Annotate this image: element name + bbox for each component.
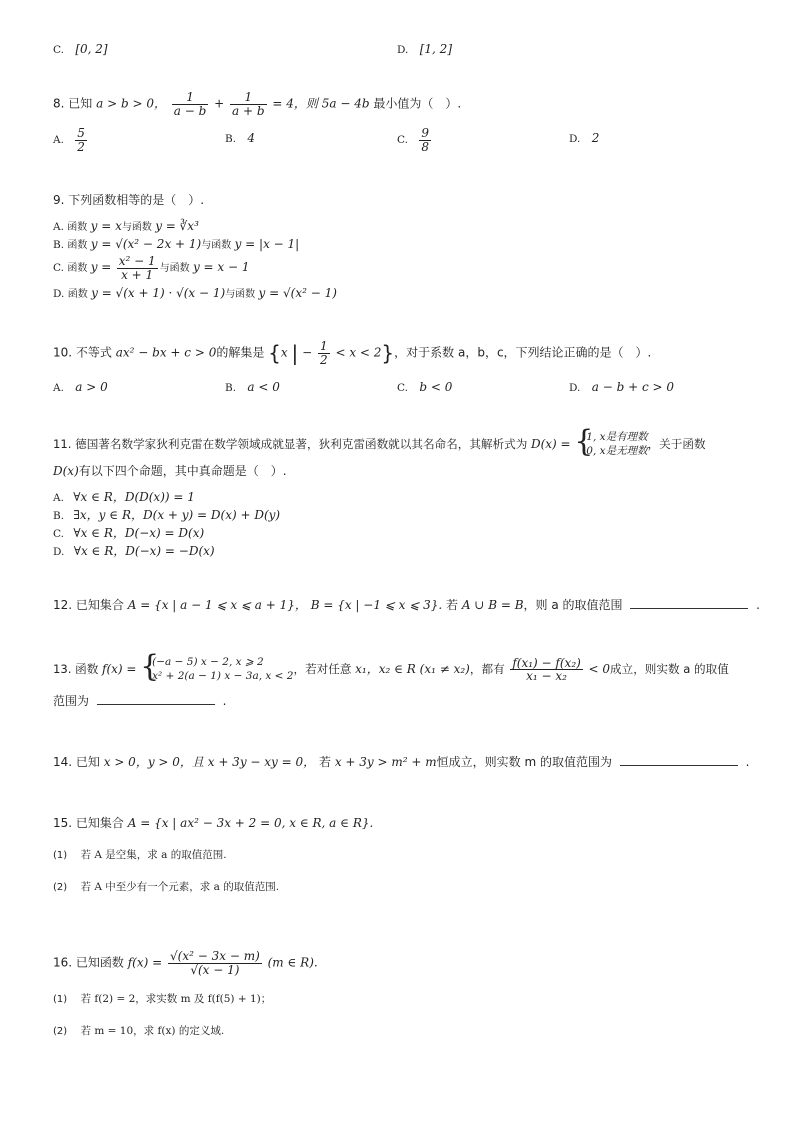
fraction <box>168 950 262 976</box>
option-key: D. <box>53 288 65 300</box>
question-11-stem <box>53 424 706 459</box>
option-key: C. <box>53 262 64 275</box>
subquestion-1 <box>53 849 227 862</box>
stem-text: 13. 函数 <box>53 662 99 677</box>
option-b <box>53 237 299 252</box>
stem-text: 成立，则实数 a 的取值 <box>610 662 729 677</box>
numerator: f(x₁) − f(x₂) <box>512 655 581 670</box>
math-expr: < x < 2 <box>335 345 382 360</box>
stem-text: 16. 已知函数 <box>53 955 124 970</box>
math-expr: A ∪ B = B <box>461 598 524 612</box>
numerator: 1 <box>230 91 267 105</box>
operator: + <box>214 96 225 111</box>
math-expr: x₁，x₂ ∈ R (x₁ ≠ x₂) <box>355 662 470 677</box>
math-expr: a > b > 0， <box>96 96 166 111</box>
option-key: C. <box>397 382 408 394</box>
set-bar: | <box>291 341 299 366</box>
math-expr: ax² − bx + c > 0 <box>115 345 217 360</box>
question-13-stem-line2 <box>53 694 227 708</box>
option-value: a > 0 <box>75 380 108 394</box>
subquestion-number: (1) <box>53 850 68 861</box>
option-value: b < 0 <box>419 380 453 394</box>
stem-text: 若 <box>318 755 331 769</box>
question-13-stem <box>53 649 729 684</box>
question-14-stem <box>53 755 749 769</box>
option-value: a − b + c > 0 <box>591 380 674 394</box>
stem-text: 10. 不等式 <box>53 345 112 360</box>
option-a <box>53 380 108 395</box>
math-expr: y = <box>90 260 112 275</box>
case-line: 1, x是有理数 <box>586 431 648 443</box>
option-a <box>53 219 199 234</box>
option-b <box>225 131 255 146</box>
case-line: 0, x是无理数 <box>586 444 648 457</box>
denominator: 8 <box>421 139 429 154</box>
denominator: x₁ − x₂ <box>526 669 567 684</box>
option-value: ∀x ∈ R，D(−x) = D(x) <box>73 526 205 540</box>
denominator: a − b <box>173 103 207 118</box>
option-key: A. <box>53 221 64 233</box>
stem-text: . <box>756 598 760 612</box>
option-key: D. <box>569 382 581 394</box>
math-expr: y = √(x² − 1) <box>258 286 337 300</box>
option-key: D. <box>569 133 581 145</box>
math-expr: D(x) <box>53 464 79 478</box>
fraction <box>419 127 431 153</box>
math-expr: D(x) = <box>530 437 571 452</box>
subquestion-number: (1) <box>53 994 68 1005</box>
option-c <box>53 42 108 57</box>
option-c <box>53 255 250 281</box>
option-key: D. <box>53 546 65 558</box>
math-expr: y = √(x² − 2x + 1) <box>90 237 202 251</box>
math-expr: x > 0，y > 0，且 x + 3y − xy = 0， <box>103 755 316 769</box>
stem-text: . <box>222 694 227 708</box>
subquestion-2 <box>53 881 279 894</box>
math-expr: x + 3y > m² + m <box>334 755 437 769</box>
option-b <box>53 508 280 523</box>
denominator: 2 <box>77 139 85 154</box>
math-expr: B = {x | −1 ⩽ x ⩽ 3}. <box>310 598 443 612</box>
stem-text: ，关于函数 <box>647 437 706 452</box>
question-number: 8. <box>53 96 65 111</box>
stem-text: 已知 <box>68 96 93 111</box>
question-9-stem: 9. 下列函数相等的是（ ）. <box>53 193 205 207</box>
math-expr: < 0 <box>588 662 611 677</box>
subquestion-text: 若 m = 10，求 f(x) 的定义域. <box>80 1025 225 1037</box>
question-11-stem-line2 <box>53 464 287 478</box>
stem-text: 最小值为（ ）. <box>373 96 462 111</box>
subquestion-number: (2) <box>53 1026 68 1037</box>
denominator: a + b <box>232 103 265 118</box>
option-b <box>225 380 280 395</box>
option-value: [1, 2] <box>419 42 452 56</box>
option-value: 4 <box>247 131 256 145</box>
answer-blank[interactable] <box>630 598 748 609</box>
right-brace: } <box>381 341 395 366</box>
option-c <box>53 526 204 541</box>
option-text: 与函数 <box>201 240 232 251</box>
subquestion-1 <box>53 993 271 1006</box>
case-line: (−a − 5) x − 2, x ⩾ 2 <box>152 656 264 668</box>
option-key: B. <box>53 510 65 522</box>
denominator: x + 1 <box>121 267 154 282</box>
numerator: 1 <box>319 339 328 353</box>
math-expr: A = {x | a − 1 ⩽ x ⩽ a + 1}， <box>127 598 307 612</box>
stem-text: 14. 已知 <box>53 755 100 769</box>
option-key: C. <box>53 528 64 540</box>
option-text: 与函数 <box>121 222 152 233</box>
math-expr: 5a − 4b <box>321 96 370 111</box>
option-a <box>53 127 89 153</box>
fraction <box>230 91 267 117</box>
option-d <box>397 42 452 57</box>
left-brace: { <box>574 424 594 459</box>
option-text: 函数 <box>67 240 88 251</box>
option-key: C. <box>53 44 64 56</box>
option-value: ∀x ∈ R，D(D(x)) = 1 <box>73 490 195 504</box>
stem-text: ，则 a 的取值范围 <box>523 598 623 612</box>
piecewise <box>574 424 648 459</box>
math-expr: y = x − 1 <box>192 260 250 275</box>
question-8-stem <box>53 91 461 117</box>
option-value: 2 <box>591 131 600 145</box>
subquestion-number: (2) <box>53 882 68 893</box>
math-expr: (m ∈ R). <box>267 955 318 970</box>
option-value: [0, 2] <box>75 42 108 56</box>
option-value: ∃x，y ∈ R，D(x + y) = D(x) + D(y) <box>73 508 281 522</box>
option-text: 函数 <box>67 289 88 300</box>
option-key: A. <box>53 134 64 147</box>
numerator: √(x² − 3x − m) <box>170 949 260 963</box>
stem-text: 的解集是 <box>216 345 265 360</box>
math-expr: x <box>280 345 288 360</box>
math-expr: − <box>302 345 313 360</box>
math-expr: f(x) = <box>127 955 163 970</box>
stem-text: 范围为 <box>53 694 90 708</box>
stem-text: 恒成立，则实数 m 的取值范围为 <box>436 755 612 769</box>
subquestion-text: 若 A 中至少有一个元素，求 a 的取值范围. <box>80 881 280 893</box>
numerator: 5 <box>77 126 85 140</box>
option-key: B. <box>225 382 237 394</box>
denominator: 2 <box>319 352 328 367</box>
option-key: B. <box>225 133 237 145</box>
left-brace: { <box>268 341 281 366</box>
stem-text: 15. 已知集合 <box>53 816 124 830</box>
option-d <box>569 380 674 395</box>
piecewise <box>140 649 294 684</box>
question-12-stem <box>53 598 760 612</box>
denominator: √(x − 1) <box>190 962 240 977</box>
stem-text: ，若对任意 <box>293 662 352 677</box>
subquestion-text: 若 A 是空集，求 a 的取值范围. <box>80 849 227 861</box>
option-key: D. <box>397 44 409 56</box>
option-key: C. <box>397 134 408 147</box>
question-16-stem <box>53 950 318 976</box>
case-line: x² + 2(a − 1) x − 3a, x < 2 <box>152 669 294 682</box>
option-text: 与函数 <box>225 289 256 300</box>
numerator: 1 <box>172 91 209 105</box>
option-d <box>53 286 337 301</box>
math-expr: y = ∛x³ <box>155 219 199 233</box>
numerator: 9 <box>421 126 429 140</box>
math-expr: y = x <box>90 219 122 233</box>
option-key: A. <box>53 492 64 504</box>
math-expr: = 4，则 <box>272 96 318 111</box>
stem-text: 有以下四个命题，其中真命题是（ ）. <box>78 464 287 478</box>
question-10-stem <box>53 340 651 366</box>
fraction <box>318 340 330 366</box>
option-value: ∀x ∈ R，D(−x) = −D(x) <box>73 544 215 558</box>
fraction <box>75 127 87 153</box>
option-c <box>397 380 452 395</box>
numerator: x² − 1 <box>118 254 156 268</box>
stem-text: . <box>745 755 750 769</box>
fraction <box>510 657 582 683</box>
option-d <box>569 131 599 146</box>
stem-text: 若 <box>446 598 459 612</box>
question-15-stem <box>53 816 373 830</box>
option-key: A. <box>53 382 64 394</box>
stem-text: 11. 德国著名数学家狄利克雷在数学领域成就显著，狄利克雷函数就以其名命名，其解析式为 <box>53 437 528 452</box>
math-expr: A = {x | ax² − 3x + 2 = 0, x ∈ R, a ∈ R}. <box>127 816 374 830</box>
stem-text: 12. 已知集合 <box>53 598 124 612</box>
answer-blank[interactable] <box>97 694 215 705</box>
math-expr: y = √(x + 1) · √(x − 1) <box>91 286 226 300</box>
subquestion-2 <box>53 1025 224 1038</box>
option-text: 函数 <box>67 222 88 233</box>
option-value: a < 0 <box>247 380 280 394</box>
option-c <box>397 127 433 153</box>
option-key: B. <box>53 239 65 251</box>
fraction <box>117 255 158 281</box>
stem-text: ，对于系数 a，b，c，下列结论正确的是（ ）. <box>394 345 652 360</box>
fraction <box>172 91 209 117</box>
stem-text: ，都有 <box>469 662 505 677</box>
answer-blank[interactable] <box>620 755 738 766</box>
option-d <box>53 544 215 559</box>
math-expr: y = |x − 1| <box>234 237 300 251</box>
subquestion-text: 若 f(2) = 2，求实数 m 及 f(f(5) + 1)； <box>80 993 272 1005</box>
math-expr: f(x) = <box>102 662 137 677</box>
left-brace: { <box>140 649 160 684</box>
option-text: 函数 <box>67 263 88 275</box>
option-text: 与函数 <box>159 263 190 275</box>
option-a <box>53 490 195 505</box>
